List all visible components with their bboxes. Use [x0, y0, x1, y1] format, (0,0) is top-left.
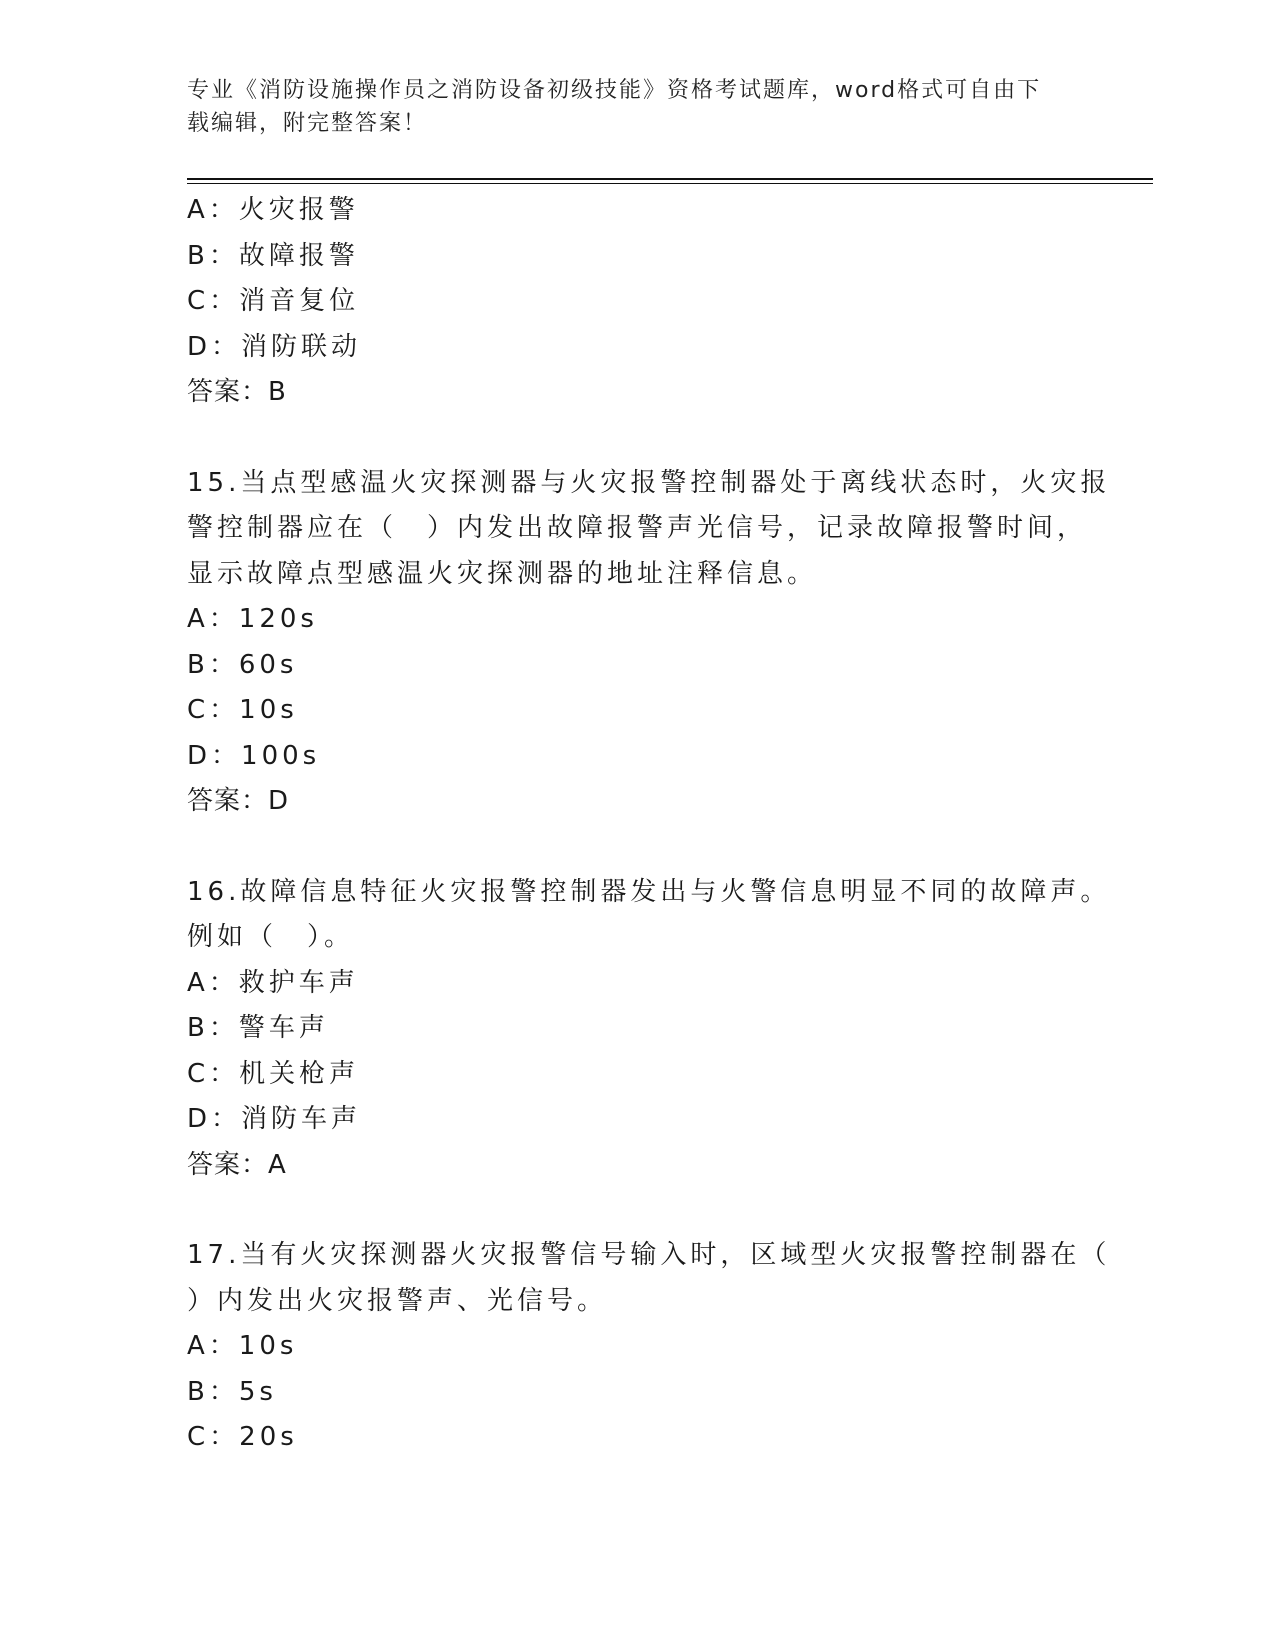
- question-16: [187, 870, 1111, 1189]
- option-c: C：机关枪声: [187, 1058, 360, 1089]
- option-a: A：10s: [187, 1331, 298, 1361]
- question-text-line: 17.当有火灾探测器火灾报警信号输入时，区域型火灾报警控制器在（: [187, 1240, 1111, 1270]
- question-spacer: [187, 1188, 1087, 1233]
- header-line-1: 专业《消防设施操作员之消防设备初级技能》资格考试题库，word格式可自由下: [187, 78, 1042, 103]
- option-a: A：120s: [187, 604, 318, 634]
- answer: 答案：D: [187, 786, 290, 816]
- question-text-line: 15.当点型感温火灾探测器与火灾报警控制器处于离线状态时，火灾报: [187, 467, 1111, 498]
- option-a: A：救护车声: [187, 967, 359, 998]
- question-17: [187, 1233, 1111, 1461]
- option-d: D：消防车声: [187, 1104, 362, 1134]
- option-c: C：10s: [187, 695, 298, 725]
- option-b: B：5s: [187, 1376, 277, 1407]
- question-text-line: 例如（ ）。: [187, 922, 355, 952]
- question-spacer: [187, 825, 1087, 870]
- option-c: C：20s: [187, 1422, 298, 1452]
- answer: 答案：A: [187, 1149, 287, 1180]
- option-b: B：故障报警: [187, 240, 359, 271]
- question-spacer: [187, 416, 1087, 461]
- header-divider-thick: [187, 178, 1153, 180]
- header-divider-thin: [187, 183, 1153, 184]
- document-header: [187, 74, 1067, 140]
- question-list: [187, 188, 1111, 1461]
- option-d: D：100s: [187, 740, 321, 771]
- question-14: [187, 188, 1087, 416]
- option-b: B：警车声: [187, 1013, 329, 1043]
- question-text-line: ）内发出火灾报警声、光信号。: [187, 1285, 608, 1316]
- answer: 答案：B: [187, 377, 287, 407]
- question-15: [187, 461, 1111, 825]
- option-d: D：消防联动: [187, 331, 362, 362]
- question-text-line: 警控制器应在（ ）内发出故障报警声光信号，记录故障报警时间，: [187, 513, 1088, 543]
- question-text-line: 16.故障信息特征火灾报警控制器发出与火警信息明显不同的故障声。: [187, 876, 1111, 907]
- option-b: B：60s: [187, 649, 298, 680]
- option-a: A：火灾报警: [187, 195, 359, 225]
- option-c: C：消音复位: [187, 286, 360, 316]
- header-line-2: 载编辑，附完整答案！: [187, 111, 428, 136]
- question-text-line: 显示故障点型感温火灾探测器的地址注释信息。: [187, 558, 818, 589]
